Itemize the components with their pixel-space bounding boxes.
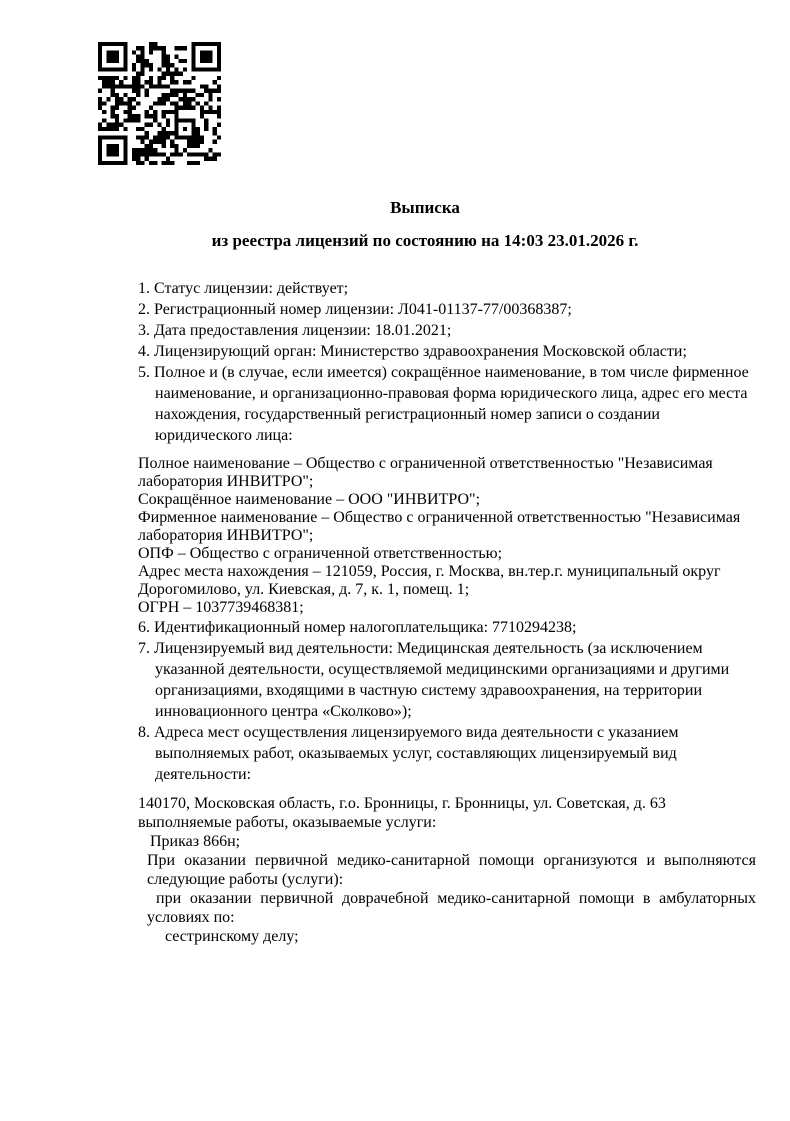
company-details-block bbox=[138, 455, 756, 617]
activity-addresses-paragraph: 8. Адреса мест осуществления лицензируемого вида деятельности с указанием выполняемых работ, оказываемых услуг, составляющих лицензируемый вид деятельности: bbox=[138, 724, 679, 783]
nursing-line: сестринскому делу; bbox=[165, 928, 299, 945]
document-title: Выписка bbox=[390, 198, 460, 217]
qr-code-icon bbox=[98, 42, 221, 165]
registration-number-line: 2. Регистрационный номер лицензии: Л041-01137-77/00368387; bbox=[138, 301, 572, 318]
company-brand-name-line: Фирменное наименование – Общество с ограниченной ответственностью "Независимая лаборатория ИНВИТРО"; bbox=[138, 509, 741, 544]
company-full-name-line: Полное наименование – Общество с ограниченной ответственностью "Независимая лаборатория ИНВИТРО"; bbox=[138, 455, 713, 490]
works-services-block bbox=[138, 794, 756, 946]
company-ogrn-line: ОГРН – 1037739468381; bbox=[138, 599, 304, 616]
primary-care-paragraph: При оказании первичной медико-санитарной помощи организуются и выполняются следующие работы (услуги): bbox=[147, 852, 756, 888]
document-header bbox=[95, 197, 755, 251]
licensed-activity-paragraph: 7. Лицензируемый вид деятельности: Медицинская деятельность (за исключением указанной деятельности, осуществляемой медицинскими организациями и другими организациями, входящими в частную систему здравоохранения, на территории инновационного центра «Сколково»); bbox=[138, 640, 730, 720]
inn-line: 6. Идентификационный номер налогоплательщика: 7710294238; bbox=[138, 619, 577, 636]
company-address-line: Адрес места нахождения – 121059, Россия, г. Москва, вн.тер.г. муниципальный округ Дорогомилово, ул. Киевская, д. 7, к. 1, помещ. 1; bbox=[138, 563, 721, 598]
company-opf-line: ОПФ – Общество с ограниченной ответственностью; bbox=[138, 545, 503, 562]
license-date-line: 3. Дата предоставления лицензии: 18.01.2021; bbox=[138, 322, 452, 339]
pre-medical-paragraph: при оказании первичной доврачебной медико-санитарной помощи в амбулаторных условиях по: bbox=[147, 890, 756, 926]
document-body bbox=[138, 278, 756, 946]
works-services-label-line: выполняемые работы, оказываемые услуги: bbox=[138, 814, 437, 831]
order-866n-line: Приказ 866н; bbox=[150, 833, 241, 850]
names-intro-paragraph: 5. Полное и (в случае, если имеется) сокращённое наименование, в том числе фирменное наименование, и организационно-правовая форма юридического лица, адрес его места нахождения, государственный регистрационный номер записи о создании юридического лица: bbox=[138, 364, 749, 444]
document-subtitle: из реестра лицензий по состоянию на 14:03 23.01.2026 г. bbox=[211, 231, 639, 250]
work-address-line: 140170, Московская область, г.о. Бронницы, г. Бронницы, ул. Советская, д. 63 bbox=[138, 795, 666, 812]
licensing-authority-line: 4. Лицензирующий орган: Министерство здравоохранения Московской области; bbox=[138, 343, 687, 360]
company-short-name-line: Сокращённое наименование – ООО "ИНВИТРО"; bbox=[138, 491, 481, 508]
license-status-line: 1. Статус лицензии: действует; bbox=[138, 280, 349, 297]
